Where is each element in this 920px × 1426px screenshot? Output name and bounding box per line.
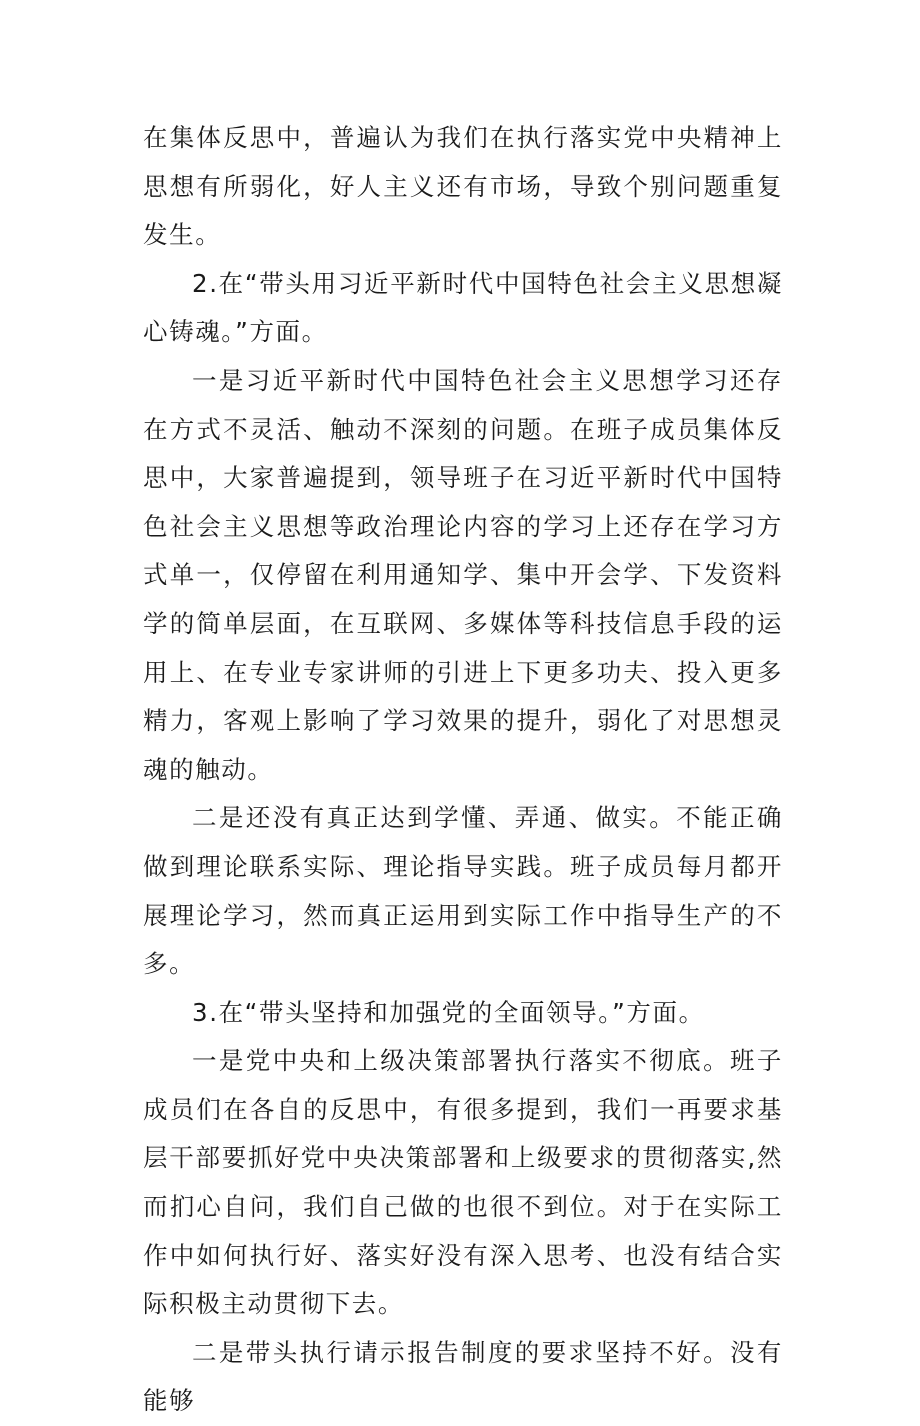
paragraph-3-point-2: 二是带头执行请示报告制度的要求坚持不好。没有能够	[143, 1337, 783, 1416]
paragraph-collective-reflection: 在集体反思中，普遍认为我们在执行落实党中央精神上思想有所弱化，好人主义还有市场，导致个别问题重复发生。	[143, 123, 783, 250]
paragraph-heading-3: 3.在“带头坚持和加强党的全面领导。”方面。	[192, 997, 705, 1027]
paragraph-3-point-1: 一是党中央和上级决策部署执行落实不彻底。班子成员们在各自的反思中，有很多提到，我们一再要求基层干部要抓好党中央决策部署和上级要求的贯彻落实,然而扪心自问，我们自己做的也很不到位。对于在实际工作中如何执行好、落实好没有深入思考、也没有结合实际积极主动贯彻下去。	[143, 1046, 783, 1319]
paragraph-heading-2: 2.在“带头用习近平新时代中国特色社会主义思想凝心铸魂。”方面。	[143, 268, 783, 347]
document-body	[143, 114, 783, 1426]
paragraph-2-point-2: 二是还没有真正达到学懂、弄通、做实。不能正确做到理论联系实际、理论指导实践。班子成员每月都开展理论学习，然而真正运用到实际工作中指导生产的不多。	[143, 803, 783, 979]
paragraph-2-point-1: 一是习近平新时代中国特色社会主义思想学习还存在方式不灵活、触动不深刻的问题。在班子成员集体反思中，大家普遍提到，领导班子在习近平新时代中国特色社会主义思想等政治理论内容的学习上还存在学习方式单一，仅停留在利用通知学、集中开会学、下发资料学的简单层面，在互联网、多媒体等科技信息手段的运用上、在专业专家讲师的引进上下更多功夫、投入更多精力，客观上影响了学习效果的提升，弱化了对思想灵魂的触动。	[143, 365, 783, 784]
